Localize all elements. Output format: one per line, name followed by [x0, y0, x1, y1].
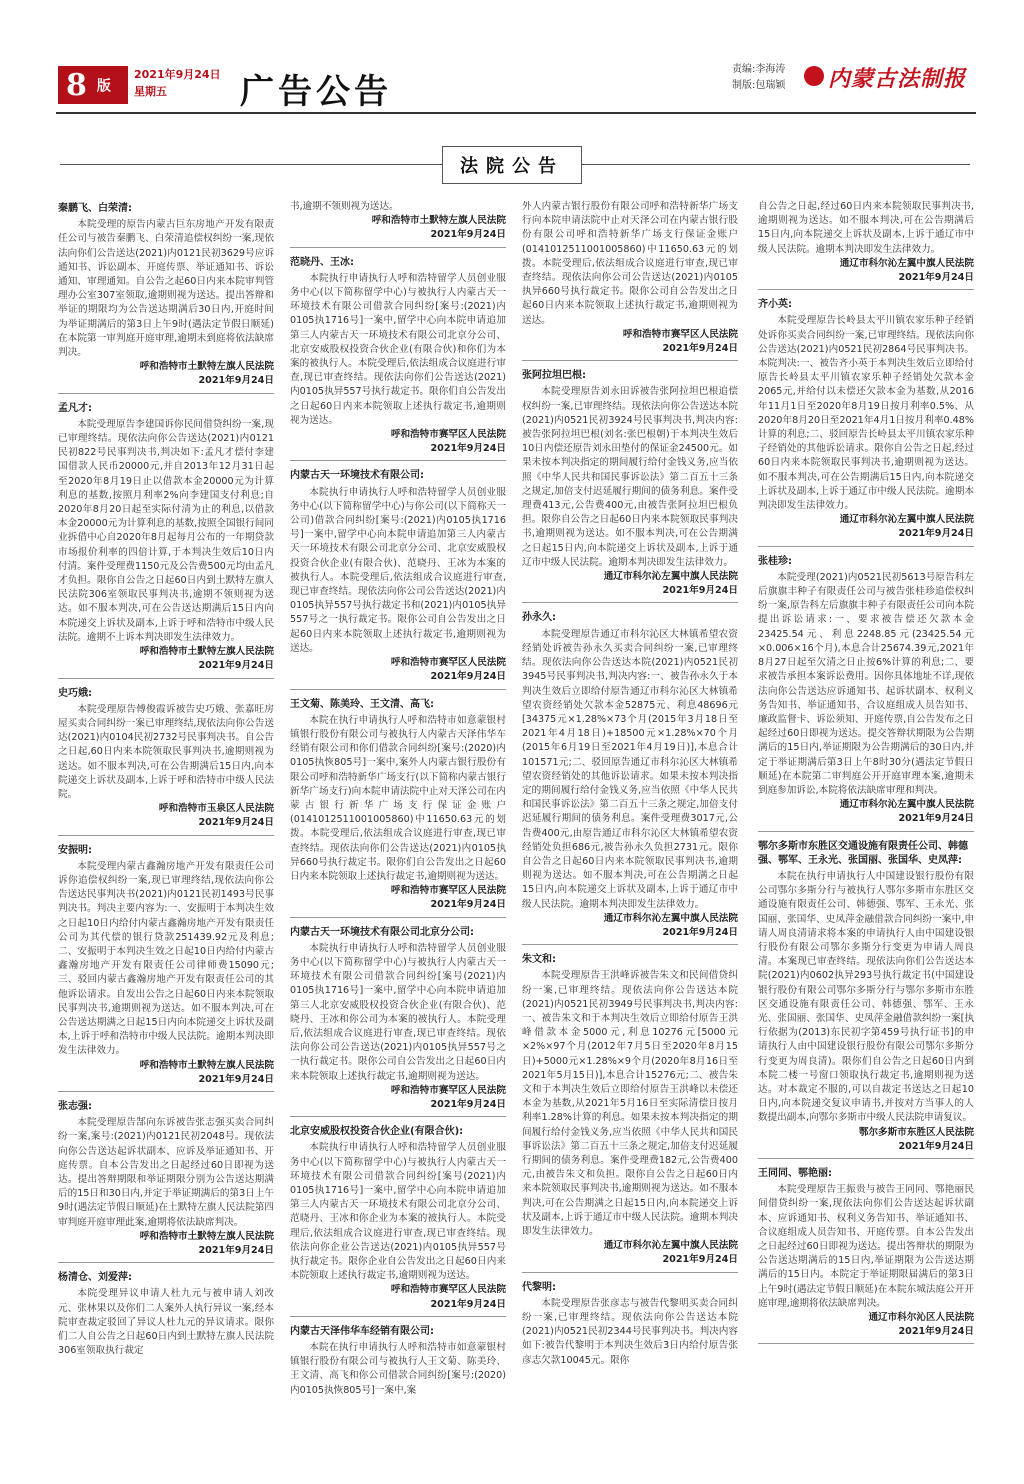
column-4	[758, 200, 974, 1480]
notice-divider	[758, 1158, 974, 1159]
notice-court: 呼和浩特市赛罕区人民法院	[390, 1084, 506, 1096]
notice-addressee: 张志强:	[58, 1100, 92, 1112]
notice	[290, 926, 506, 1118]
notice-addressee: 齐小英:	[758, 299, 792, 311]
notice-court: 通辽市科尔沁左翼中旗人民法院	[839, 257, 974, 269]
notice-addressee: 张桂珍:	[758, 555, 792, 567]
notice-divider	[290, 1316, 506, 1317]
banner-title: 法院公告	[460, 156, 564, 177]
notice-date: 2021年9月24日	[198, 1245, 274, 1257]
notice	[758, 555, 974, 832]
notice-body: 本院执行申请执行人呼和浩特留学人员创业服务中心(以下简称留学中心)与你公司(以下简称天一公司)借款合同纠纷[案号:(2021)内0105执1716号]一案中,留学中心向本院申请追加第三人内蒙古天一环境技术有限公司北京分公司、北京安威股权投资合伙企业(有限合伙)、范晓丹、王冰为本案的被执行人。本院受理后,依法组成合议庭进行审查,现已审查终结。现依法向你公司公告送达(2021)内0105执异557号执行裁定书和(2021)内0105执异557号之一执行裁定书。限你公司自公告发出之日起60日内来本院领取上述执行裁定书,逾期则视为送达。	[290, 486, 506, 654]
notice-body: 本院受理原告张彦志与被告代黎明买卖合同纠纷一案,已审理终结。现依法向你公告送达本院(2021)内0521民初2344号民事判决书。判决内容如下:被告代黎明于本判决生效后3日内给付原告张彦志欠款10045元。限你	[522, 1297, 738, 1366]
column-2	[290, 200, 506, 1480]
notice-date: 2021年9月24日	[898, 528, 974, 540]
notice-date: 2021年9月24日	[662, 926, 738, 938]
notice-date: 2021年9月24日	[430, 671, 506, 683]
notice-addressee: 内蒙古天一环境技术有限公司:	[290, 470, 424, 482]
notice-court: 呼和浩特市玉泉区人民法院	[158, 803, 274, 815]
notice-date: 2021年9月24日	[198, 660, 274, 672]
editor: 责编:李海涛	[732, 64, 786, 75]
notice	[290, 698, 506, 918]
notice-divider	[758, 546, 974, 547]
notice-body: 本院在执行申请执行人中国建设银行股份有限公司鄂尔多斯分行与被执行人鄂尔多斯市东胜区交通设施有限责任公司、韩德强、鄂军、王永光、张国丽、张国华、史凤萍金融借款合同纠纷一案中,申请人周良清请求将本案的申请执行人由中国建设银行股份有限公司鄂尔多斯分行变更为申请人周良清。本案现已审查终结。现依法向你们公告送达本院(2021)内0602执异293号执行裁定书(中国建设银行股份有限公司鄂尔多斯分行与鄂尔多斯市东胜区交通设施有限责任公司、韩德强、鄂军、王永光、张国丽、张国华、史凤萍金融借款纠纷一案[执行依据为(2013)东民初字第459号执行证书]的申请执行人由中国建设银行股份有限公司鄂尔多斯分行变更为周良清)。限你们自公告之日起60日内到本院二楼一号窗口领取执行裁定书,逾期则视为送达。对本裁定不服的,可以自裁定书送达之日起10日内,向本院递交复议申请书,并按对方当事人的人数提出副本,向鄂尔多斯市中级人民法院申请复议。	[758, 870, 974, 1124]
notice-body: 本院受理的原告内蒙古巨东房地产开发有限责任公司与被告秦鹏飞、白荣清追偿权纠纷一案,现依法向你们公告送达(2021)内0121民初3629号应诉通知书、诉讼副本、开庭传票、举证通知书、诉讼通知、审理通知。自公告之起60日内来本院审判管理办公室307室领取,逾期则视为送达。提出答辩和举证的期限均为公告送达期满后30日内,开庭时间为举证期满后的第3日上午9时(遇法定节假日顺延)在本院第一审判庭开庭审理,逾期未到庭将依法缺席判决。	[58, 219, 274, 359]
notice-addressee: 鄂尔多斯市东胜区交通设施有限责任公司、韩德强、鄂军、王永光、张国丽、张国华、史凤萍:	[758, 840, 968, 866]
notice-date: 2021年9月24日	[430, 899, 506, 911]
notice-divider	[290, 460, 506, 461]
notice-date: 2021年9月24日	[898, 1326, 974, 1338]
notice-date: 2021年9月24日	[898, 813, 974, 825]
notice	[290, 200, 506, 248]
notice-divider	[290, 247, 506, 248]
notice-divider	[290, 689, 506, 690]
notice	[758, 840, 974, 1159]
notice-court: 呼和浩特市赛罕区人民法院	[622, 328, 738, 340]
notice-date: 2021年9月24日	[198, 817, 274, 829]
notice-addressee: 孟凡才:	[58, 402, 92, 414]
notice-body: 本院受理原告王洪峰诉被告朱文和民间借贷纠纷一案,已审理终结。现依法向你公告送达本院(2021)内0521民初3949号民事判决书,判决内容:一、被告朱文和于本判决生效后立即给付原告王洪峰借款本金5000元,利息10276元[5000元×2%×97个月(2012年7月5日至2020年8月15日)+5000元×1.28%×9个月(2020年8月16日至2021年5月15日)],本息合计15276元;二、被告朱文和于本判决生效后立即给付原告王洪峰以未偿还本金为基数,从2021年5月16日至实际清偿日按月利率1.28%计算的利息。如果未按本判决指定的期间履行给付金钱义务,应当依照《中华人民共和国民事诉讼法》第二百五十三条之规定,加倍支付迟延履行期间的债务利息。案件受理费182元,公告费400元,由被告朱文和负担。限你自公告之日起60日内来本院领取民事判决书,逾期则视为送达。如不服本判决,可在公告期满之日起15日内,向本院递交上诉状及副本,上诉于通辽市中级人民法院。逾期本判决即发生法律效力。	[522, 970, 738, 1238]
masthead	[0, 0, 1024, 120]
notice-addressee: 王文菊、陈美玲、王文清、高飞:	[290, 698, 434, 710]
notice-court: 呼和浩特市赛罕区人民法院	[390, 429, 506, 441]
notice-body: 自公告之日起,经过60日内来本院领取民事判决书,逾期则视为送达。如不服本判决,可在公告期满后15日内,向本院递交上诉状及副本,上诉于通辽市中级人民法院。逾期本判决即发生法律效力。	[758, 201, 974, 255]
notice-court: 呼和浩特市赛罕区人民法院	[390, 1284, 506, 1296]
notice-body: 本院受理原告郜向东诉被告张志强买卖合同纠纷一案,案号:(2021)内0121民初2048号。现依法向你公告送达起诉状副本、应诉及举证通知书、开庭传票。自本公告发出之日起经过60日即视为送达。提出答辩期限和举证期限分别为公告送达期满后的15日和30日内,并定于举证期满后的第3日上午9时(遇法定节假日顺延)在土默特左旗人民法院第四审判庭开庭审理此案,逾期将依法缺席判决。	[58, 1117, 274, 1228]
notice-court: 通辽市科尔沁左翼中旗人民法院	[839, 514, 974, 526]
notice-body: 本院执行申请执行人呼和浩特留学人员创业服务中心(以下简称留学中心)与被执行人内蒙古天一环境技术有限公司借款合同纠纷[案号(2021)内0105执1716号]一案中,留学中心向本院申请追加第三人北京安威股权投资合伙企业(有限合伙)、范晓丹、王冰和你公司为本案的被执行人。本院受理后,依法组成合议庭进行审查,现已审查终结。现依法向你公司公告送达(2021)内0105执异557号之一执行裁定书。限你公司自公告发出之日起60日内来本院领取上述执行裁定书,逾期则视为送达。	[290, 942, 506, 1082]
notice-court: 通辽市科尔沁左翼中旗人民法院	[603, 1240, 738, 1252]
notice-court: 通辽市科尔沁左翼中旗人民法院	[603, 912, 738, 924]
page-label: 版	[94, 78, 111, 92]
issue-weekday: 星期五	[134, 85, 167, 98]
notice	[290, 256, 506, 462]
notice-divider	[58, 393, 274, 394]
notice-body: 本院受理原告李建国诉你民间借贷纠纷一案,现已审理终结。现依法向你公告送达(2021)内0121民初822号民事判决书,判决如下:孟凡才偿付李建国借款人民币20000元,并自2013年12月31日起至2020年8月19日止以借款本金20000元为计算利息的基数,按照月利率2%向李建国支付利息;自2020年8月20日起至实际付清为止的利息,以借款本金20000元为计算利息的基数,按照全国银行间同业拆借中心自2020年8月起每月公布的一年期贷款市场报价利率的四倍计算,于本判决生效后10日内付清。案件受理费1150元及公告费500元均由孟凡才负担。限你自公告之日起60日内到土默特左旗人民法院306室领取民事判决书,逾期不领则视为送达。如不服本判决,可在公告送达期满后15日内向本院递交上诉状及副本,上诉于呼和浩特市中级人民法院。逾期不上诉本判决即发生法律效力。	[58, 418, 274, 643]
notice-addressee: 代黎明:	[522, 1281, 556, 1293]
notice	[522, 611, 738, 945]
notice-body: 书,逾期不领则视为送达。	[290, 201, 399, 212]
notice-divider	[58, 1091, 274, 1092]
notice	[58, 1271, 274, 1358]
notice-body: 本院受理内蒙古鑫瀚房地产开发有限责任公司诉你追偿权纠纷一案,现已审理终结,现依法向你公告送达民事判决书(2021)内0121民初1493号民事判决书。判决主要内容为:一、安振明于本判决生效之日起10日内给付内蒙古鑫瀚房地产开发有限责任公司为其代偿的银行贷款251439.92元及利息;二、安振明于本判决生效之日起10日内给付内蒙古鑫瀚房地产开发有限责任公司律师费15090元;三、驳回内蒙古鑫瀚房地产开发有限责任公司的其他诉讼请求。自发出公告之日起60日内来本院领取民事判决书,逾期则视为送达。如不服本判决,可在公告送达期满之日起15日内向本院递交上诉状及副本,上诉于呼和浩特市中级人民法院。逾期本判决即发生法律效力。	[58, 860, 274, 1057]
notice	[758, 1167, 974, 1344]
notice-addressee: 孙永久:	[522, 612, 556, 624]
notice	[58, 1100, 274, 1263]
notice-divider	[522, 360, 738, 361]
notice-divider	[758, 289, 974, 290]
notice-court: 通辽市科尔沁区人民法院	[868, 1312, 974, 1324]
notice	[758, 298, 974, 546]
notice-date: 2021年9月24日	[662, 585, 738, 597]
header-rule	[56, 112, 976, 114]
column-1	[58, 200, 274, 1480]
notice-court: 呼和浩特市土默特左旗人民法院	[139, 1059, 274, 1071]
notice-body: 本院受理原告王振贵与被告王同同、鄂艳丽民间借贷纠纷一案,现依法向你们公告送达起诉状副本、应诉通知书、权利义务告知书、举证通知书、合议庭组成人员告知书、开庭传票。自本公告发出之日起经过60日即视为送达。提出答辩状的期限为公告送达期满后的15日内,举证期限为公告送达期满后的15日内。本院定于举证期限届满后的第3日上午9时(遇法定节假日顺延)在本院东城法庭公开开庭审理,逾期将依法缺席判决。	[758, 1184, 974, 1309]
editor-credits	[732, 62, 785, 94]
notice-body: 本院受理原告通辽市科尔沁区大林镇希望农资经销处诉被告孙永久买卖合同纠纷一案,已审理终结。现依法向你公告送达本院(2021)内0521民初3945号民事判决书,判决内容:一、被告孙永久于本判决生效后立即给付原告通辽市科尔沁区大林镇希望农资经销处欠款本金52875元、利息48696元[34375元×1.28%×73个月(2015年3月18日至2021年4月18日)+18500元×1.28%×70个月(2015年6月19日至2021年4月19日)],本息合计101571元;二、驳回原告通辽市科尔沁区大林镇希望农资经销处的其他诉讼请求。如果未按本判决指定的期间履行给付金钱义务,应当依照《中华人民共和国民事诉讼法》第二百五十三条之规定,加倍支付迟延履行期间的债务利息。案件受理费3017元,公告费400元,由原告通辽市科尔沁区大林镇希望农资经销处负担686元,被告孙永久负担2731元。限你自公告之日起60日内来本院领取民事判决书,逾期则视为送达。如不服本判决,可在公告期满之日起15日内,向本院递交上诉状及副本,上诉于通辽市中级人民法院。逾期本判决即发生法律效力。	[522, 628, 738, 910]
notice-addressee: 王同同、鄂艳丽:	[758, 1168, 832, 1179]
notice	[522, 200, 738, 361]
notice-date: 2021年9月24日	[662, 343, 738, 355]
issue-date: 2021年9月24日	[134, 68, 221, 81]
notice-divider	[522, 1272, 738, 1273]
notice-date: 2021年9月24日	[430, 1298, 506, 1310]
notice-body: 本院受理原告刘永田诉被告张阿拉坦巴根追偿权纠纷一案,已审理终结。现依法向你公告送达本院(2021)内0521民初3924号民事判决书,判决内容:被告张阿拉坦巴根(刘名:张巴根朝)于本判决生效后10日内偿还原告刘永田垫付的保证金24500元。如果未按本判决指定的期间履行给付金钱义务,应当依照《中华人民共和国民事诉讼法》第二百五十三条之规定,加倍支付迟延履行期间的债务利息。案件受理费413元,公告费400元,由被告张阿拉坦巴根负担。限你自公告之日起60日内来本院领取民事判决书,逾期则视为送达。如不服本判决,可在公告期满之日起15日内,向本院递交上诉状及副本,上诉于通辽市中级人民法院。逾期本判决即发生法律效力。	[522, 386, 738, 568]
notice-court: 呼和浩特市赛罕区人民法院	[390, 885, 506, 897]
banner-line-left	[60, 164, 442, 165]
notice-date: 2021年9月24日	[430, 229, 506, 241]
notice-divider	[522, 944, 738, 945]
notice-divider	[522, 602, 738, 603]
notice-court: 通辽市科尔沁左翼中旗人民法院	[839, 799, 974, 811]
notice	[522, 1281, 738, 1368]
notice-body: 本院在执行申请执行人呼和浩特市如意蒙银村镇银行股份有限公司与被执行人内蒙古天泽伟华车经销有限公司和你们借款合同纠纷[案号:(2020)内0105执恢805号]一案中,案外人内蒙古银行股份有限公司呼和浩特新华广场支行(以下简称内蒙古银行新华广场支行)向本院申请法院中止对天泽公司在内蒙古银行新华广场支行保证金账户(0141012511001005860)中11650.63元的划拨。本院受理后,依法组成合议庭进行审查,现已审查终结。现依法向你们公告送达(2021)内0105执异660号执行裁定书。限你们自公告发出之日起60日内来本院领取上述执行裁定书,逾期则视为送达。	[290, 714, 506, 882]
notice-divider	[758, 1343, 974, 1344]
notice	[58, 844, 274, 1092]
issue-date-block	[134, 66, 221, 100]
notice	[58, 202, 274, 394]
notice	[290, 1325, 506, 1398]
notice	[58, 402, 274, 679]
notice-divider	[758, 831, 974, 832]
notice-divider	[58, 678, 274, 679]
notice	[290, 1125, 506, 1317]
notice-addressee: 史巧娥:	[58, 687, 92, 699]
page-number: 8	[66, 67, 87, 103]
banner-line-right	[582, 164, 970, 165]
notice-addressee: 安振明:	[58, 844, 92, 856]
notice-divider	[290, 1116, 506, 1117]
notice-body: 本院受理原告长岭县太平川镇农家乐种子经销处诉你买卖合同纠纷一案,已审理终结。现依法向你公告送达(2021)内0521民初2864号民事判决书。本院判决:一、被告齐小英于本判决生效后立即给付原告长岭县太平川镇农家乐种子经销处欠款本金2065元,并给付以未偿还欠款本金为基数,从2016年11月1日至2020年8月19日按月利率0.5%、从2020年8月20日至2021年4月1日按月利率0.48%计算的利息;二、驳回原告长岭县太平川镇农家乐种子经销处的其他诉讼请求。限你自公告之日起,经过60日内来本院领取民事判决书,逾期则视为送达。如不服本判决,可在公告期满后15日内,向本院递交上诉状及副本,上诉于通辽市中级人民法院。逾期本判决即发生法律效力。	[758, 315, 974, 512]
notice-addressee: 朱文和:	[522, 954, 556, 966]
notice-court: 呼和浩特市土默特左旗人民法院	[371, 215, 506, 227]
notice-date: 2021年9月24日	[430, 1098, 506, 1110]
notice-court: 呼和浩特市土默特左旗人民法院	[139, 361, 274, 373]
notice-divider	[290, 917, 506, 918]
notice-date: 2021年9月24日	[662, 1254, 738, 1266]
notice-divider	[58, 1262, 274, 1263]
notice-court: 鄂尔多斯市东胜区人民法院	[858, 1126, 974, 1138]
notice-date: 2021年9月24日	[430, 443, 506, 455]
newspaper-logo: 内蒙古法制报	[828, 66, 967, 92]
notice-addressee: 杨清仓、刘爱萍:	[58, 1272, 132, 1284]
notice-body: 外人内蒙古银行股份有限公司呼和浩特新华广场支行向本院申请法院中止对天泽公司在内蒙古银行股份有限公司呼和浩特新华广场支行保证金账户(0141012511001005860)中11650.63元的划拨。本院受理后,依法组成合议庭进行审查,现已审查终结。现依法向你公司公告送达(2021)内0105执异660号执行裁定书。限你公司自公告发出之日起60日内来本院领取上述执行裁定书,逾期则视为送达。	[522, 201, 738, 326]
notice-addressee: 秦鹏飞、白荣清:	[58, 203, 132, 214]
notice-addressee: 内蒙古天一环境技术有限公司北京分公司:	[290, 926, 474, 938]
notice-date: 2021年9月24日	[898, 272, 974, 284]
notice-date: 2021年9月24日	[898, 1140, 974, 1152]
notice-court: 呼和浩特市土默特左旗人民法院	[139, 646, 274, 658]
notice-addressee: 范晓丹、王冰:	[290, 256, 354, 268]
notice-body: 本院执行申请执行人呼和浩特留学人员创业服务中心(以下简称留学中心)与被执行人内蒙古天一环境技术有限公司借款合同纠纷[案号:(2021)内0105执1716号]一案中,留学中心向本院申请追加第三人内蒙古天一环境技术有限公司北京分公司、北京安威股权投资合伙企业(有限合伙)和你们为本案的被执行人。本院受理后,依法组成合议庭进行审查,现已审查终结。现依法向你们公告送达(2021)内0105执异557号执行裁定书。限你们自公告发出之日起60日内来本院领取上述执行裁定书,逾期则视为送达。	[290, 272, 506, 426]
court-notice-banner	[442, 146, 582, 184]
notice	[522, 369, 738, 603]
producer: 制版:包瑞颖	[732, 80, 786, 91]
notice-body: 本院受理(2021)内0521民初5613号原告科左后旗旗丰种子有限责任公司与被告张桂珍追偿权纠纷一案,原告科左后旗旗丰种子有限责任公司向本院提出诉讼请求:一、要求被告偿还欠款本金23425.54元、利息2248.85元(23425.54元×0.006×16个月),本息合计25674.39元,2021年8月27日起至欠清之日止按6%计算的利息;二、要求被告承担本案诉讼费用。因你具体地址不详,现依法向你公告送达应诉通知书、起诉状副本、权利义务告知书、举证通知书、合议庭组成人员告知书、廉政监督卡、诉讼须知、开庭传票,自公告发布之日起经过60日即视为送达。提交答辩状期限为公告期满后的15日内,举证期限为公告期满后的30日内,并定于举证期满后第3日上午8时30分(遇法定节假日顺延)在本院第二审判庭公开开庭审理本案,逾期未到庭参加诉讼,本院将依法缺席审理和判决。	[758, 571, 974, 796]
section-title: 广告公告	[240, 72, 392, 112]
notice-court: 呼和浩特市赛罕区人民法院	[390, 657, 506, 669]
notice-addressee: 北京安威股权投资合伙企业(有限合伙):	[290, 1126, 464, 1138]
notice-body: 本院受理异议申请人杜九元与被申请人刘改元、张林果以及你们二人案外人执行异议一案,经本院审查裁定驳回了异议人杜九元的异议请求。限你们二人自公告之日起60日内到土默特左旗人民法院306室领取执行裁定	[58, 1288, 274, 1357]
notice	[290, 469, 506, 689]
notice	[758, 200, 974, 290]
column-3	[522, 200, 738, 1480]
notice	[58, 687, 274, 836]
notice	[522, 953, 738, 1272]
notice-addressee: 内蒙古天泽伟华车经销有限公司:	[290, 1325, 434, 1337]
notice-court: 通辽市科尔沁左翼中旗人民法院	[603, 571, 738, 583]
page-badge	[58, 66, 128, 104]
notice-body: 本院在执行申请执行人呼和浩特市如意蒙银村镇银行股份有限公司与被执行人王文菊、陈美玲、王文清、高飞和你公司借款合同纠纷[案号:(2020)内0105执恢805号]一案中,案	[290, 1342, 506, 1396]
notice-court: 呼和浩特市土默特左旗人民法院	[139, 1230, 274, 1242]
notice-addressee: 张阿拉坦巴根:	[522, 370, 586, 382]
newspaper-logo-icon	[804, 66, 824, 86]
notice-body: 本院受理原告傅俊霞诉被告史巧娥、张嘉旺房屋买卖合同纠纷一案已审理终结,现依法向你公告送达(2021)内0104民初2732号民事判决书。自公告之日起,60日内来本院领取民事判决书,逾期则视为送达。如不服本判决,可在公告期满后15日内,向本院递交上诉状及副本,上诉于呼和浩特市中级人民法院。	[58, 703, 274, 800]
notice-date: 2021年9月24日	[198, 1073, 274, 1085]
notice-body: 本院执行申请执行人呼和浩特留学人员创业服务中心(以下简称留学中心)与被执行人内蒙古天一环境技术有限公司借款合同纠纷[案号(2021)内0105执1716号]一案中,留学中心向本院申请追加第三人内蒙古天一环境技术有限公司北京分公司、范晓丹、王冰和你企业为本案的被执行人。本院受理后,依法组成合议庭进行审查,现已审查终结。现依法向你企业公告送达(2021)内0105执异557号执行裁定书。限你企业自公告发出之日起60日内来本院领取上述执行裁定书,逾期则视为送达。	[290, 1142, 506, 1282]
notice-date: 2021年9月24日	[198, 375, 274, 387]
notice-divider	[58, 835, 274, 836]
